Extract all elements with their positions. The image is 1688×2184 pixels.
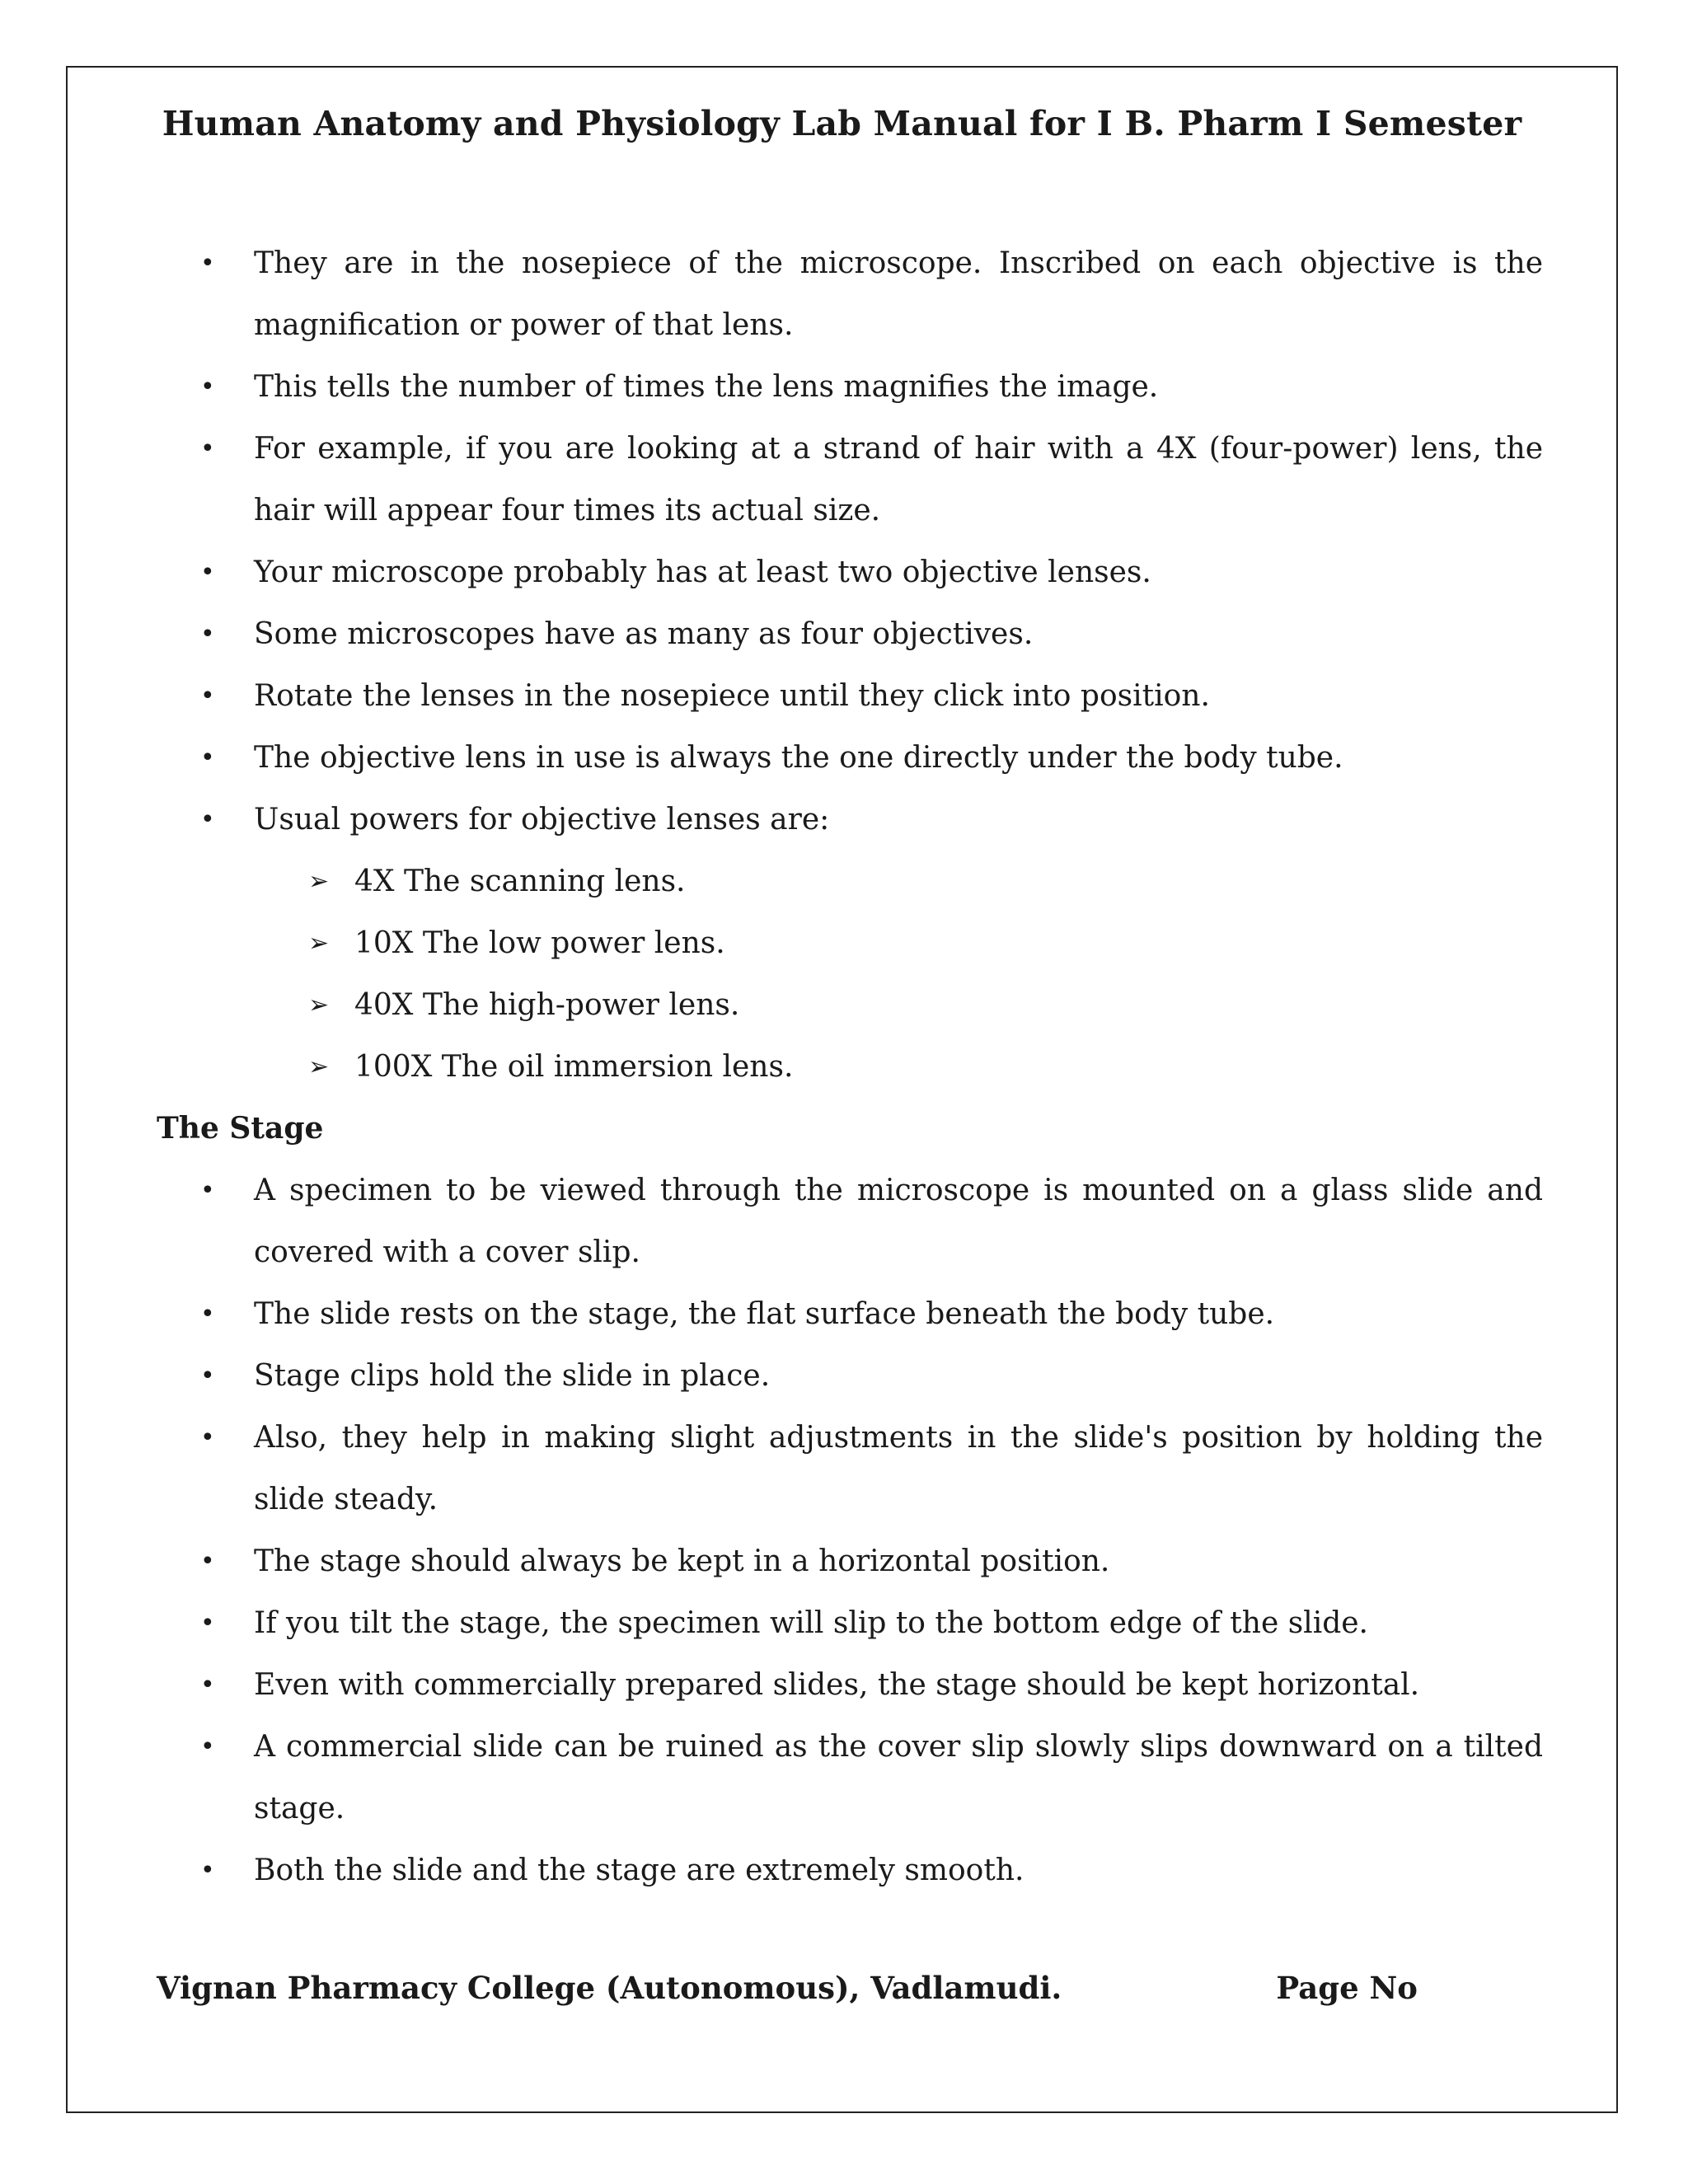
list-item-text: A commercial slide can be ruined as the cover slip slowly slips downward on a tilted stage. [254,1730,1543,1825]
list-item [157,727,1543,789]
bullet-icon: • [200,373,215,401]
sub-list-item [157,912,1543,974]
footer-institution: Vignan Pharmacy College (Autonomous), Vadlamudi. [157,1970,1062,2006]
list-item [157,603,1543,665]
sub-list-item-text: 40X The high-power lens. [354,988,740,1022]
list-item-text: Your microscope probably has at least two objective lenses. [254,555,1151,589]
sub-list-item-text: 10X The low power lens. [354,926,725,960]
list-item-text: The stage should always be kept in a horizontal position. [254,1544,1110,1578]
page-content [157,232,1543,1901]
list-item [157,232,1543,356]
arrow-bullet-icon: ➢ [308,991,330,1019]
list-item [157,1283,1543,1345]
bullet-icon: • [200,682,215,710]
section-heading-stage: The Stage [157,1111,324,1146]
bullet-icon: • [200,1732,215,1761]
list-item-text: If you tilt the stage, the specimen will slip to the bottom edge of the slide. [254,1606,1369,1640]
bullet-icon: • [200,1176,215,1205]
list-item-text: Rotate the lenses in the nosepiece until they click into position. [254,679,1210,713]
list-item [157,541,1543,603]
bullet-icon: • [200,434,215,463]
list-item-text: The objective lens in use is always the one directly under the body tube. [254,741,1343,775]
list-item [157,1840,1543,1901]
list-item-text: This tells the number of times the lens magnifies the image. [254,370,1159,404]
list-item [157,789,1543,851]
bullet-icon: • [200,558,215,587]
sub-list-item [157,851,1543,912]
bullet-icon: • [200,1361,215,1390]
list-item-text: A specimen to be viewed through the microscope is mounted on a glass slide and covered with a cover slip. [254,1174,1543,1269]
page-title: Human Anatomy and Physiology Lab Manual for I B. Pharm I Semester [162,104,1522,143]
list-item [157,1716,1543,1840]
list-item-text: Also, they help in making slight adjustments in the slide's position by holding the slide steady. [254,1421,1543,1516]
list-item-text: For example, if you are looking at a strand of hair with a 4X (four-power) lens, the hair will appear four times its actual size. [254,432,1543,527]
bullet-icon: • [200,1300,215,1329]
sub-list-item-text: 4X The scanning lens. [354,865,686,898]
sub-list-item [157,1036,1543,1098]
list-item-text: The slide rests on the stage, the flat surface beneath the body tube. [254,1297,1275,1331]
sub-list-item-text: 100X The oil immersion lens. [354,1050,794,1084]
list-item [157,1592,1543,1654]
list-item [157,1345,1543,1407]
list-item [157,356,1543,418]
list-item [157,1530,1543,1592]
list-item [157,1654,1543,1716]
list-item-text: Even with commercially prepared slides, the stage should be kept horizontal. [254,1668,1420,1702]
list-item [157,1407,1543,1530]
list-item-text: Usual powers for objective lenses are: [254,803,830,837]
bullet-icon: • [200,620,215,649]
stage-bullet-list [157,1160,1543,1901]
list-item-text: Stage clips hold the slide in place. [254,1359,771,1393]
sub-list-item [157,974,1543,1036]
arrow-bullet-icon: ➢ [308,929,330,958]
arrow-bullet-icon: ➢ [308,867,330,896]
bullet-icon: • [200,1547,215,1576]
arrow-bullet-icon: ➢ [308,1052,330,1081]
bullet-icon: • [200,743,215,772]
list-item-text: They are in the nosepiece of the microscope. Inscribed on each objective is the magnification or power of that lens. [254,246,1543,342]
bullet-icon: • [200,1671,215,1699]
bullet-icon: • [200,805,215,834]
list-item-text: Some microscopes have as many as four objectives. [254,617,1034,651]
bullet-icon: • [200,1423,215,1452]
bullet-icon: • [200,1609,215,1638]
list-item [157,1160,1543,1283]
objective-bullet-list [157,232,1543,851]
list-item [157,418,1543,541]
list-item [157,665,1543,727]
bullet-icon: • [200,1856,215,1885]
list-item-text: Both the slide and the stage are extremely smooth. [254,1854,1025,1887]
bullet-icon: • [200,249,215,278]
footer-page-number: Page No [1276,1970,1418,2006]
objective-powers-list [157,851,1543,1098]
